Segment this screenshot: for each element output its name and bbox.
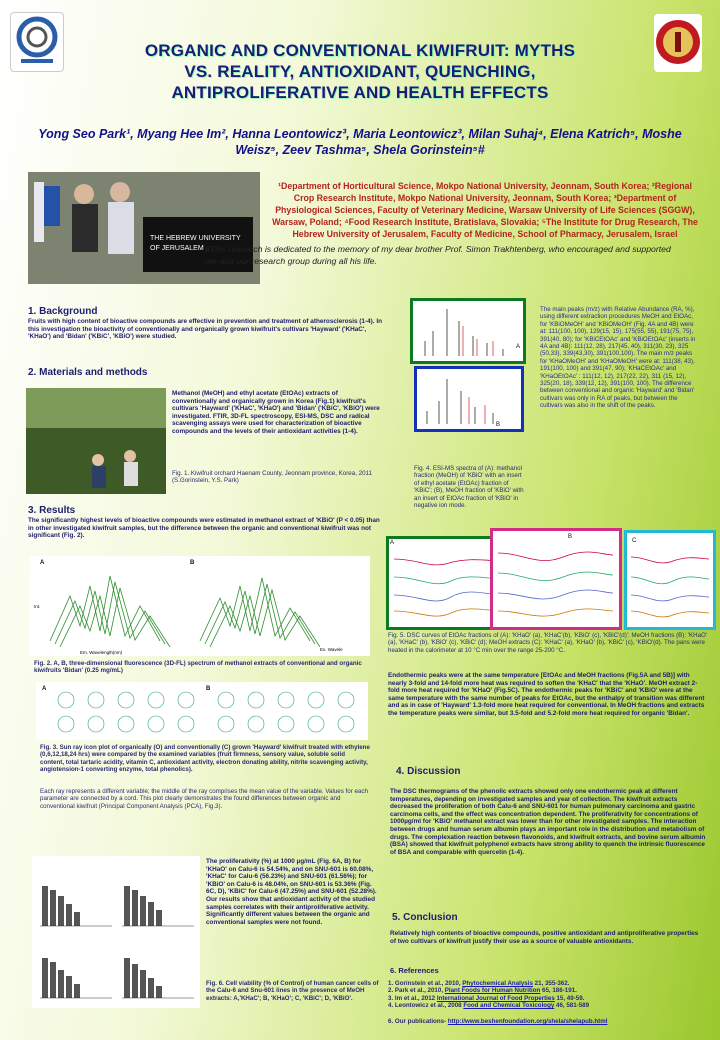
fig3-label-b: B [206,686,211,692]
fig4-caption: Fig. 4. ESI-MS spectra of (A): methanol fraction (MeOH) of 'KBiO' with an insert of ethyl acetate (EtOAc) fraction of 'KBiC'; (B), MeOH fraction of 'KBiO' with an insert of EtOAc fraction of 'KBiO' in negative ion mode. [414,465,524,510]
fig6-bar-charts [32,856,200,1008]
dedication-photo [28,172,260,284]
discussion-text: The DSC thermograms of the phenolic extracts showed only one endothermic peak at different temperatures, depending on investigated samples and year of collection. The kiwifruit extracts decreased the proliferation of both Calu-6 and SNU-601 for human pulmonary carcinoma and gastric carcinoma cells, and the effect was concentration dependent. The proliferativity for concentrations of 1000µg/ml for 'KBiO' methanol extract was lower than for other investigated samples. The interaction between drugs and human serum albumin plays an important role in the distribution and metabolism of drugs. The complexation reaction between flavonoids, and kiwifruit extracts, and bovine serum albumin (BSA) showed that kiwifruit polyphenol extracts have strong ability to quench the intrinsic fluorescence of BSA and comparable with quercetin (1-4). [390,788,706,856]
reference-1-journal[interactable]: Phytochemical Analysis [462,980,533,987]
right-logo [654,14,702,72]
dsc-text: Endothermic peaks were at the same temperature [EtOAc and MeOH fractions (Fig.5A and 5B)] with nearly 3-fold and 14-fold more heat was required to soften the 'KHaC' that the 'KHaO'. MeOH extract 2-fold more heat required for 'KHaO' (Fig.5C). The endothermic peaks for 'KBiC' and 'KBiO' were at the same temperature with the same number of peaks for EtOAc, but the enthalpy of transition was different and as in case of 'Hayward' 1.3-fold more heat required for conventional. In MeOH fractions and extracts the temperature peaks were similar, but 3.5-fold and 5.2-fold more heat required for organic 'Bidan'. [388,672,705,717]
fig4b-spectrum [417,369,521,429]
fig5c-dsc [627,533,713,627]
fig5b-dsc [493,531,619,627]
publications-line [388,1018,708,1025]
left-logo [10,12,64,72]
photo-sign-text: THE HEBREW UNIVERSITY [150,235,241,242]
fig4-label-b: B [496,422,501,428]
title-line-1: ORGANIC AND CONVENTIONAL KIWIFRUIT: MYTHS [144,41,576,60]
fig5c-box [624,530,716,630]
reference-1: 1. Gorinstein et al., 2010, Phytochemical Analysis 21, 355-362. [388,980,570,987]
background-heading: 1. Background [28,306,98,317]
discussion-heading: 4. Discussion [396,766,461,777]
fig3-label-a: A [42,686,47,692]
references-heading: 6. References [390,966,439,975]
fig4b-box [414,366,524,432]
conclusion-heading: 5. Conclusion [392,912,458,923]
fig6-charts [32,856,200,1008]
conclusion-text: Relatively high contents of bioactive compounds, positive antioxidant and antiproliferative properties of two cultivars of kiwifruit justify their use as a source of valuable antioxidants. [390,930,699,945]
poster-title [60,40,660,103]
fig3-caption: Fig. 3. Sun ray icon plot of organically (O) and conventionally (C) grown 'Hayward' kiwifruit treated with ethylene (0,6,12,18,24 hrs) were compared by the examined variables (fruit firmness, sensory value, soluble solid content, total tartaric acidity, vitamin C, antioxidant activity, electron donating ability, nitrite scavenging activity, angiotension-1 converting enzyme, total phenolics). [40,744,370,774]
authors: Yong Seo Park¹, Myang Hee Im², Hanna Leontowicz³, Maria Leontowicz³, Milan Suhaj⁴, Elena Katrich⁵, Moshe Weisz⁵, Zeev Tashma⁵, Shela Gorinstein⁵# [38,127,682,157]
fig6-caption: Fig. 6. Cell viability (% of Control) of human cancer cells of the Calu-6 and Snu-601 lines in the presence of MeOH extracts: A,'KHaC'; B, 'KHaO'; C, 'KBiC'; D, 'KBiO'. [206,980,379,1002]
dedication-text: #This research is dedicated to the memory of my dear brother Prof. Simon Trakhtenberg, who encouraged and supported me and our research group during all his life. [205,244,671,266]
references-list [388,980,708,1010]
reference-3-journal[interactable]: International Journal of Food Properties [436,994,555,1002]
reference-3: 3. Im et al., 2012 International Journal of Food Properties 15, 49-59. [388,994,585,1002]
fig5-label-b: B [568,534,573,540]
fig5-label-a: A [390,540,395,546]
publications-link[interactable]: http://www.beshenfoundation.org/shela/shelapub.html [447,1018,608,1025]
affiliations: ¹Department of Horticultural Science, Mokpo National University, Jeonnam, South Korea; ²Regional Crop Research Institute, Mokpo National University, Jeonnam, South Korea; ³Department of Physiological Sciences, Faculty of Veterinary Medicine, Warsaw University of Life Sciences (SGGW), Warsaw, Poland; ⁴Food Research Institute, Bratislava, Slovakia; ⁵The Institute for Drug Research, The Hebrew University of Jerusalem, Faculty of Medicine, School of Pharmacy, Jerusalem, Israel [272,181,698,239]
fig4-label-a: A [516,344,521,350]
fig2-label-b: B [190,560,195,566]
title-line-2: VS. REALITY, ANTIOXIDANT, QUENCHING, [184,62,536,81]
fig2-label-a: A [40,560,45,566]
results-text: The significantly highest levels of bioactive compounds were estimated in methanol extract of 'KBiO' (P < 0.05) than in other investigated kiwifruit samples, but the difference between the organic and conventional kiwifruit was not significant (Fig. 2). [28,517,380,540]
reference-4: 4. Leontowicz et al., 2008 Food and Chemical Toxicology 46, 581-589 [388,1002,590,1010]
fig2-panel [30,556,370,656]
fig1-caption: Fig. 1. Kiwifruit orchard Haenam County, Jeonnam province, Korea, 2011 (S.Gorinstein, Y.S. Park) [172,470,372,485]
fig3-sunray-plots [36,682,368,740]
fig2-int-label: Int. [34,604,41,609]
fig4a-spectrum [413,301,523,361]
orchard-photo [26,388,166,494]
fig2-spectra [30,556,370,656]
fig3-note: Each ray represents a different variable; the middle of the ray comprises the mean value of the variable. Values for each parameter are connected by a cord. This plot clearly demonstrates the found differences between organic and conventional kiwifruit (Principal Component Analysis (PCA), Fig.3). [40,788,368,810]
fig3-panel [36,682,368,740]
fig5-caption: Fig. 5. DSC curves of EtOAc fractions of (A): 'KHaO' (a), 'KHaC'(b), 'KBiO' (c), 'KBiC'(d)'; MeOH fractions (B): 'KHaO' (a), 'KHaC' (b), 'KBiO' (c), 'KBiC' (d); MeOH extracts (C): 'KHaC' (a), 'KHaO' (b), 'KBiC' (c), 'KBiO'(d). The pans were heated in the calorimeter at 10 °C min over the range 25-200 °C. [388,632,708,654]
svg-text:OF JERUSALEM: OF JERUSALEM [150,245,204,252]
fig5-label-c: C [632,538,637,544]
proliferation-text: The proliferativity (%) at 1000 µg/mL (Fig. 6A, B) for 'KHaO' on Calu-6 is 54.54%, and on SNU-601 is 60.08%, 'KHaC' for Calu-6 (56.23%) and SNU-601 (61.56%); for 'KBiO' on Calu-6 is 48.04%, on SNU-601 is 53.36% (Fig. 6C, D), 'KBiC' for Calu-6 (47.25%) and SNU-601 (52.28%). Our results show that antioxidant activity of the studied samples correlates with their antiproliferative activity. Significantly different values between the organic and conventional samples were not found. [206,858,377,926]
methods-text: Methanol (MeOH) and ethyl acetate (EtOAc) extracts of conventionally and organically grown in Korea (Fig.1) kiwifruit's cultivars 'Hayward' ('KHaC', 'KHaO') and 'Bidan' ('KBiC', 'KBiO') were investigated. FTIR, 3D-FL spectroscopy, ESI-MS, DSC and radical scavenging assays were used for characterization of bioactive compounds and the levels of their antioxidant activities (1-4). [172,390,380,435]
reference-2-journal[interactable]: Plant Foods for Human Nutrition [444,987,541,995]
ms-text: The main peaks (m/z) with Relative Abundance (RA, %), using different extraction procedures MeOH and EtOAc, for 'KBiOMeOH' and 'KBiOMeOH' (Fig. 4A and 4B) were at: 111(100, 100), 129(15, 15), 175(55, 55), 191(75, 75), 391(40, 80); for 'KBiCEtOAc' and 'KBiOEtOAc' (inserts in 4A and 4B): 111(12, 28), 217(45, 40), 311(30, 23), 325 (50,33), 339(43,30), 391(100,100). The main m/z peaks for 'KHaOMeOH' and 'KHaOMeOH' were at: 111(38, 43), 191(100, 100) and 391(47, 90); 'KHaCEtOAc' and 'KHaOEtOAc' : 111(12, 12), 217(22, 22), 311 (15, 12), 325(20, 18), 339(12, 12), 391(100, 100). The difference between conventional and organic 'Hayward' and 'Bidan' cultivars was only in RA of peaks, but between the cultivars was also in the shift of the peaks. [540,306,696,410]
reference-2: 2. Park et al., 2010, Plant Foods for Human Nutrition 65, 186-191. [388,987,577,995]
fig4a-box [410,298,526,364]
publications-label: 6. Our publications- [388,1018,448,1025]
background-text: Fruits with high content of bioactive compounds are effective in prevention and treatment of atherosclerosis (1-4). In this investigation the bioactivity of conventionally and organically grown kiwifruit's cultivars 'Hayward' ('KHaC', 'KHaO') and 'Bidan' ('KBiC', 'KBiO') were studied. [28,318,383,341]
reference-4-journal[interactable]: Food and Chemical Toxicology [463,1002,555,1010]
results-heading: 3. Results [28,505,76,516]
methods-heading: 2. Materials and methods [28,367,148,378]
fig5b-box [490,528,622,630]
fig2-caption: Fig. 2. A, B, three-dimensional fluorescence (3D-FL) spectrum of methanol extracts of conventional and organic kiwifruits 'Bidan' (0.25 mg/mL) [34,660,362,675]
fig2-ex-label: Ex. Wavele [320,647,343,652]
fig2-em-label: Em. Wavelength(nm) [80,650,123,655]
title-line-3: ANTIPROLIFERATIVE AND HEALTH EFFECTS [171,83,549,102]
